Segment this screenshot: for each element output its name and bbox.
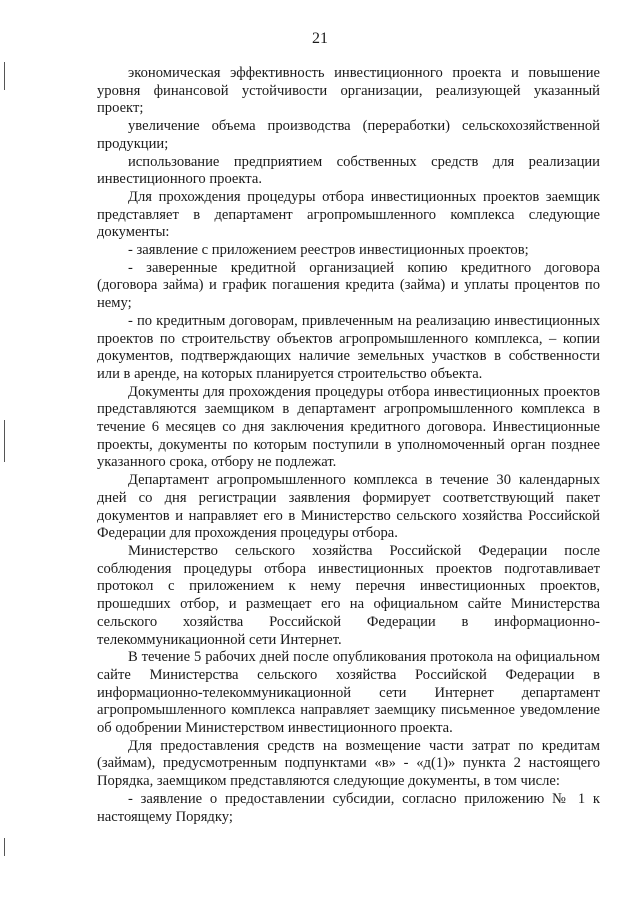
paragraph: Для предоставления средств на возмещение части затрат по кредитам (займам), предусмотренным подпунктами «в» - «д(1)» пункта 2 настоящего Порядка, заемщиком представляются следующие документы, в том числе:	[97, 737, 600, 790]
list-item: - заверенные кредитной организацией копию кредитного договора (договора займа) и график погашения кредита (займа) и уплаты процентов по нему;	[97, 259, 600, 312]
list-item: - заявление о предоставлении субсидии, согласно приложению № 1 к настоящему Порядку;	[97, 790, 600, 825]
margin-mark	[4, 420, 5, 462]
list-item: - заявление с приложением реестров инвестиционных проектов;	[128, 242, 529, 259]
paragraph: Департамент агропромышленного комплекса в течение 30 календарных дней со дня регистрации заявления формирует соответствующий пакет документов и направляет его в Министерство сельского хозяйства Российской Федерации для прохождения процедуры отбора.	[97, 472, 600, 542]
margin-mark	[4, 838, 5, 856]
paragraph: экономическая эффективность инвестиционного проекта и повышение уровня финансовой устойчивости организации, реализующей указанный проект;	[97, 65, 600, 117]
paragraph: Документы для прохождения процедуры отбора инвестиционных проектов представляются заемщиком в департамент агропромышленного комплекса в течение 6 месяцев со дня заключения кредитного договора. Инвестиционные проекты, документы по которым поступили в уполномоченный орган позднее указанного срока, отбору не подлежат.	[97, 383, 600, 471]
page-body	[97, 65, 600, 826]
paragraph: использование предприятием собственных средств для реализации инвестиционного проекта.	[97, 153, 600, 188]
list-item: - по кредитным договорам, привлеченным на реализацию инвестиционных проектов по строительству объектов агропромышленного комплекса, – копии документов, подтверждающих наличие земельных участков в собственности или в аренде, на которых планируется строительство объекта.	[97, 312, 600, 382]
paragraph: Министерство сельского хозяйства Российской Федерации после соблюдения процедуры отбора инвестиционных проектов подготавливает протокол с приложением к нему перечня инвестиционных проектов, прошедших отбор, и размещает его на официальном сайте Министерства сельского хозяйства Российской Федерации в информационно-телекоммуникационной сети Интернет.	[97, 542, 600, 648]
paragraph: увеличение объема производства (переработки) сельскохозяйственной продукции;	[97, 118, 600, 152]
paragraph: Для прохождения процедуры отбора инвестиционных проектов заемщик представляет в департамент агропромышленного комплекса следующие документы:	[97, 188, 600, 241]
paragraph: В течение 5 рабочих дней после опубликования протокола на официальном сайте Министерства сельского хозяйства Российской Федерации в информационно-телекоммуникационной сети Интернет департамент агропромышленного комплекса направляет заемщику письменное уведомление об одобрении Министерством инвестиционного проекта.	[97, 649, 600, 737]
page-number: 21	[312, 30, 328, 47]
margin-mark	[4, 62, 5, 90]
